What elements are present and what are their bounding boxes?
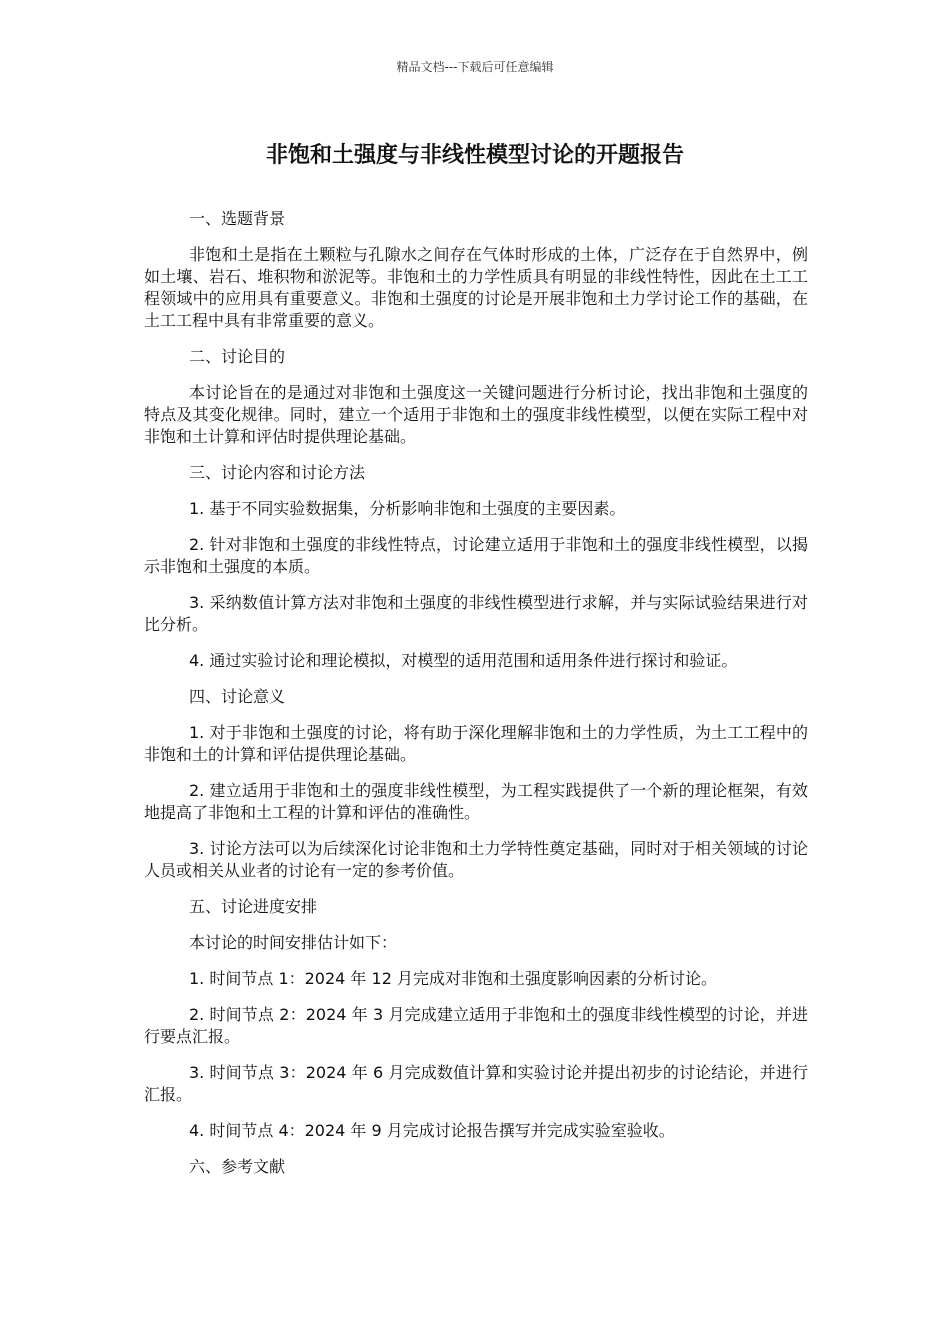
section-heading-schedule: 五、讨论进度安排 (189, 897, 318, 916)
list-item-milestone-1: 1. 时间节点 1：2024 年 12 月完成对非饱和土强度影响因素的分析讨论。 (189, 969, 717, 988)
list-item-milestone-3: 3. 时间节点 3：2024 年 6 月完成数值计算和实验讨论并提出初步的讨论结论，并进行汇报。 (144, 1063, 808, 1104)
list-item-method-2: 2. 针对非饱和土强度的非线性特点，讨论建立适用于非饱和土的强度非线性模型，以揭示非饱和土强度的本质。 (144, 535, 808, 576)
section-heading-references: 六、参考文献 (189, 1157, 286, 1176)
page-header: 精品文档---下载后可任意编辑 (396, 60, 554, 74)
paragraph-purpose: 本讨论旨在的是通过对非饱和土强度这一关键问题进行分析讨论，找出非饱和土强度的特点及其变化规律。同时，建立一个适用于非饱和土的强度非线性模型，以便在实际工程中对非饱和土计算和评估时提供理论基础。 (144, 383, 808, 446)
section-heading-significance: 四、讨论意义 (189, 687, 286, 706)
list-item-method-3: 3. 采纳数值计算方法对非饱和土强度的非线性模型进行求解，并与实际试验结果进行对比分析。 (144, 593, 808, 634)
list-item-significance-3: 3. 讨论方法可以为后续深化讨论非饱和土力学特性奠定基础，同时对于相关领域的讨论人员或相关从业者的讨论有一定的参考价值。 (144, 839, 808, 880)
section-heading-content-methods: 三、讨论内容和讨论方法 (189, 463, 366, 482)
list-item-milestone-4: 4. 时间节点 4：2024 年 9 月完成讨论报告撰写并完成实验室验收。 (189, 1121, 675, 1140)
section-heading-background: 一、选题背景 (189, 209, 286, 228)
paragraph-background: 非饱和土是指在土颗粒与孔隙水之间存在气体时形成的土体，广泛存在于自然界中，例如土壤、岩石、堆积物和淤泥等。非饱和土的力学性质具有明显的非线性特性，因此在土工工程领域中的应用具有重要意义。非饱和土强度的讨论是开展非饱和土力学讨论工作的基础，在土工工程中具有非常重要的意义。 (144, 245, 808, 330)
section-heading-purpose: 二、讨论目的 (189, 347, 286, 366)
list-item-method-1: 1. 基于不同实验数据集，分析影响非饱和土强度的主要因素。 (189, 499, 626, 518)
list-item-significance-2: 2. 建立适用于非饱和土的强度非线性模型，为工程实践提供了一个新的理论框架，有效地提高了非饱和土工程的计算和评估的准确性。 (144, 781, 808, 822)
list-item-method-4: 4. 通过实验讨论和理论模拟，对模型的适用范围和适用条件进行探讨和验证。 (189, 651, 738, 670)
paragraph-schedule-intro: 本讨论的时间安排估计如下： (189, 933, 398, 952)
list-item-significance-1: 1. 对于非饱和土强度的讨论，将有助于深化理解非饱和土的力学性质，为土工工程中的非饱和土的计算和评估提供理论基础。 (144, 723, 808, 764)
document-title: 非饱和土强度与非线性模型讨论的开题报告 (265, 143, 684, 168)
document-body (144, 208, 808, 1192)
list-item-milestone-2: 2. 时间节点 2：2024 年 3 月完成建立适用于非饱和土的强度非线性模型的讨论，并进行要点汇报。 (144, 1005, 808, 1046)
